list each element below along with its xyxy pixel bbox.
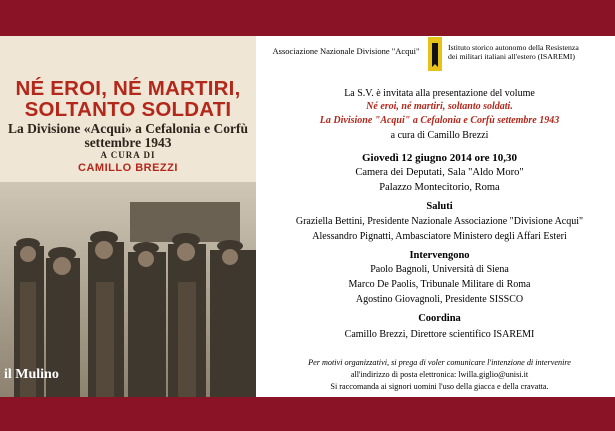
cover-subtitle-line2: settembre 1943 [84,135,172,150]
institute-name [448,43,608,61]
curator-text: a cura di Camillo Brezzi [390,130,489,141]
soldiers-photo [0,182,256,397]
section-heading: Coordina [418,313,461,324]
speaker-line: Agostino Giovagnoli, Presidente SISSCO [355,294,524,305]
bottom-band [0,397,615,431]
cover-author: CAMILLO BREZZI [78,162,178,174]
book-subtitle: La Divisione "Acqui" a Cefalonia e Corfù settembre 1943 [319,115,560,126]
event-venue: Camera dei Deputati, Sala "Aldo Moro" [355,167,524,178]
footer-dresscode: Si raccomanda ai signori uomini l'uso della giacca e della cravatta. [330,382,549,391]
book-cover [0,36,256,397]
footer-email[interactable]: all'indirizzo di posta elettronica: lwilla.giglio@unisi.it [350,370,529,379]
isaremi-logo-icon [428,37,442,71]
speaker-line: Alessandro Pignatti, Ambasciatore Ministero degli Affari Esteri [312,231,567,242]
publisher-logo: il Mulino [4,367,59,382]
event-datetime: Giovedì 12 giugno 2014 ore 10,30 [361,152,518,164]
cover-subtitle-line1: La Divisione «Acqui» a Cefalonia e Corfù [7,121,248,136]
section-heading: Intervengono [409,250,470,261]
speaker-line: Camillo Brezzi, Direttore scientifico ISAREMI [344,329,535,340]
cover-edited-by: A CURA DI [100,150,156,160]
intro-text: La S.V. è invitata alla presentazione del volume [344,88,535,99]
top-band [0,0,615,36]
cover-title [0,78,256,120]
speaker-line: Paolo Bagnoli, Università di Siena [370,264,509,275]
association-name: Associazione Nazionale Divisione "Acqui" [272,46,420,56]
section-heading: Saluti [426,201,453,212]
event-address: Palazzo Montecitorio, Roma [379,182,500,193]
cover-subtitle [0,122,256,150]
cover-title-line2: SOLTANTO SOLDATI [24,98,232,121]
institute-name-line1: Istituto storico autonomo della Resistenza [448,43,579,52]
cover-title-line1: NÉ EROI, NÉ MARTIRI, [15,77,241,100]
speaker-line: Graziella Bettini, Presidente Nazionale Associazione "Divisione Acqui" [295,216,584,227]
speaker-line: Marco De Paolis, Tribunale Militare di Roma [348,279,531,290]
book-title: Né eroi, né martiri, soltanto soldati. [366,101,513,112]
institute-name-line2: dei militari italiani all'estero (ISAREMI) [448,52,575,61]
footer-rsvp: Per motivi organizzativi, si prega di voler comunicare l'intenzione di intervenire [308,358,571,367]
